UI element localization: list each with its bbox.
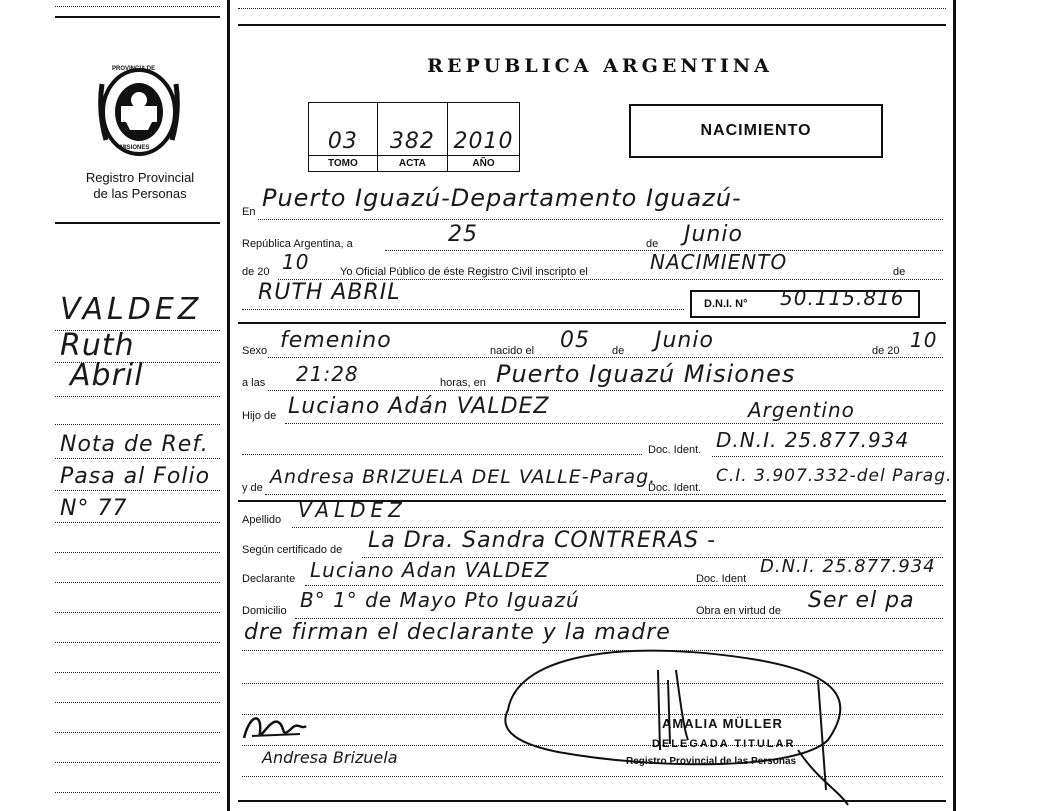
- margin-line-5: [55, 458, 220, 459]
- sexo-line: [268, 357, 943, 358]
- domicilio-label: Domicilio: [242, 605, 287, 617]
- apellido-label: Apellido: [242, 514, 282, 526]
- margin-line-11: [55, 642, 220, 643]
- de-label-1: de: [646, 238, 659, 250]
- year-suffix: 10: [282, 250, 310, 274]
- inscripto-value: NACIMIENTO: [650, 250, 788, 274]
- birth-year-suffix: 10: [910, 328, 938, 352]
- de20b-label: de 20: [872, 345, 900, 357]
- margin-line-14: [55, 732, 220, 733]
- mother-doc: C.I. 3.907.332-del Parag.: [716, 466, 953, 486]
- obra-continued: dre firman el declarante y la madre: [244, 620, 671, 645]
- birth-day: 05: [560, 328, 590, 353]
- margin-line-15: [55, 762, 220, 763]
- father-doc-prefix-line: [242, 454, 642, 455]
- top-rule-left: [55, 16, 220, 18]
- margin-line-16: [55, 792, 220, 793]
- hour-value: 21:28: [296, 362, 359, 386]
- certificado-value: La Dra. Sandra CONTRERAS -: [368, 528, 717, 553]
- margin-surname: VALDEZ: [60, 292, 203, 327]
- day-value: 25: [448, 222, 478, 247]
- margin-name-1: Ruth: [60, 328, 135, 363]
- left-border: [227, 0, 230, 811]
- margin-note-1: Nota de Ref.: [60, 432, 209, 457]
- top-rule-main: [238, 24, 946, 26]
- de-label-2: de: [612, 345, 625, 357]
- dni-value: 50.115.816: [780, 286, 905, 310]
- margin-line-10: [55, 612, 220, 613]
- yde-label: y de: [242, 482, 263, 494]
- de20-label: de 20: [242, 266, 270, 278]
- child-name-line: [242, 309, 684, 310]
- doc-ident-label-1: Doc. Ident.: [648, 444, 702, 456]
- de-end-label: de: [893, 266, 906, 278]
- declarante-value: Luciano Adan VALDEZ: [310, 558, 550, 582]
- sexo-value: femenino: [280, 328, 392, 353]
- margin-note-3: N° 77: [60, 496, 128, 521]
- obra-label: Obra en virtud de: [696, 605, 781, 617]
- margin-line-9: [55, 582, 220, 583]
- declarant-signature-icon: [240, 708, 310, 748]
- margin-line-4: [55, 424, 220, 425]
- margin-note-2: Pasa al Folio: [60, 464, 211, 489]
- birth-month: Junio: [655, 328, 714, 353]
- father-name: Luciano Adán VALDEZ: [288, 394, 550, 419]
- domicilio-value: B° 1° de Mayo Pto Iguazú: [300, 588, 580, 612]
- hijo-label: Hijo de: [242, 410, 277, 422]
- left-col-rule: [55, 222, 220, 224]
- child-row-rule: [238, 322, 946, 324]
- page-title: REPUBLICA ARGENTINA: [427, 55, 773, 77]
- anio-value: 2010: [453, 128, 514, 154]
- declarante-label: Declarante: [242, 573, 296, 585]
- acta-label: ACTA: [377, 155, 447, 171]
- official-org: Registro Provincial de las Personas: [626, 756, 797, 767]
- margin-line-7: [55, 522, 220, 523]
- apellido-value: VALDEZ: [298, 498, 407, 522]
- mother-signature: Andresa Brizuela: [262, 748, 398, 767]
- place-line: [258, 219, 943, 220]
- hijo-line: [285, 423, 943, 424]
- declarante-line: [305, 585, 943, 586]
- mother-name: Andresa BRIZUELA DEL VALLE-Parag.: [270, 466, 657, 488]
- registry-name-line2: de las Personas: [93, 186, 187, 201]
- father-doc: D.N.I. 25.877.934: [716, 428, 910, 452]
- father-doc-line: [712, 456, 943, 457]
- margin-line-13: [55, 702, 220, 703]
- obra-value: Ser el pa: [808, 588, 915, 613]
- margin-line-12: [55, 672, 220, 673]
- top-dotted-main: [238, 8, 946, 9]
- oficial-label: Yo Oficial Público de éste Registro Civil inscripto el: [340, 266, 588, 278]
- right-border: [953, 0, 956, 811]
- tomo-value: 03: [327, 128, 358, 154]
- official-name: AMALIA MÜLLER: [662, 716, 783, 731]
- yde-line: [265, 494, 943, 495]
- acta-value: 382: [389, 128, 435, 154]
- birth-place: Puerto Iguazú Misiones: [496, 360, 796, 388]
- child-name: RUTH ABRIL: [258, 280, 401, 305]
- month-value: Junio: [684, 222, 743, 247]
- top-dotted-left: [55, 6, 220, 7]
- official-title: DELEGADA TITULAR: [652, 738, 796, 750]
- margin-line-6: [55, 490, 220, 491]
- sexo-label: Sexo: [242, 345, 268, 357]
- alas-label: a las: [242, 377, 266, 389]
- declarante-doc: D.N.I. 25.877.934: [760, 556, 936, 577]
- registry-name-line1: Registro Provincial: [85, 170, 195, 185]
- place-value: Puerto Iguazú-Departamento Iguazú-: [262, 184, 742, 212]
- doc-ident-label-2: Doc. Ident.: [648, 482, 702, 494]
- father-nationality: Argentino: [748, 398, 855, 422]
- seal-top-text: PROVINCIA DE: [112, 66, 156, 72]
- domicilio-line: [295, 618, 943, 619]
- alas-line: [268, 390, 943, 391]
- en-label: En: [242, 206, 256, 218]
- horas-label: horas, en: [440, 377, 486, 389]
- segun-label: Según certificado de: [242, 544, 343, 556]
- margin-name-2: Abril: [70, 358, 144, 393]
- document-type: NACIMIENTO: [700, 122, 812, 139]
- dni-label: D.N.I. N°: [704, 298, 748, 310]
- doc-ident-label-3: Doc. Ident: [696, 573, 747, 585]
- margin-line-3: [55, 396, 220, 397]
- document-type-box: [629, 104, 883, 158]
- anio-label: AÑO: [448, 155, 520, 171]
- nacido-label: nacido el: [490, 345, 535, 357]
- republica-label: República Argentina, a: [242, 238, 353, 250]
- seal-bottom-text: MISIONES: [120, 145, 150, 151]
- margin-line-8: [55, 552, 220, 553]
- record-number-table: [308, 102, 520, 172]
- tomo-label: TOMO: [309, 155, 378, 171]
